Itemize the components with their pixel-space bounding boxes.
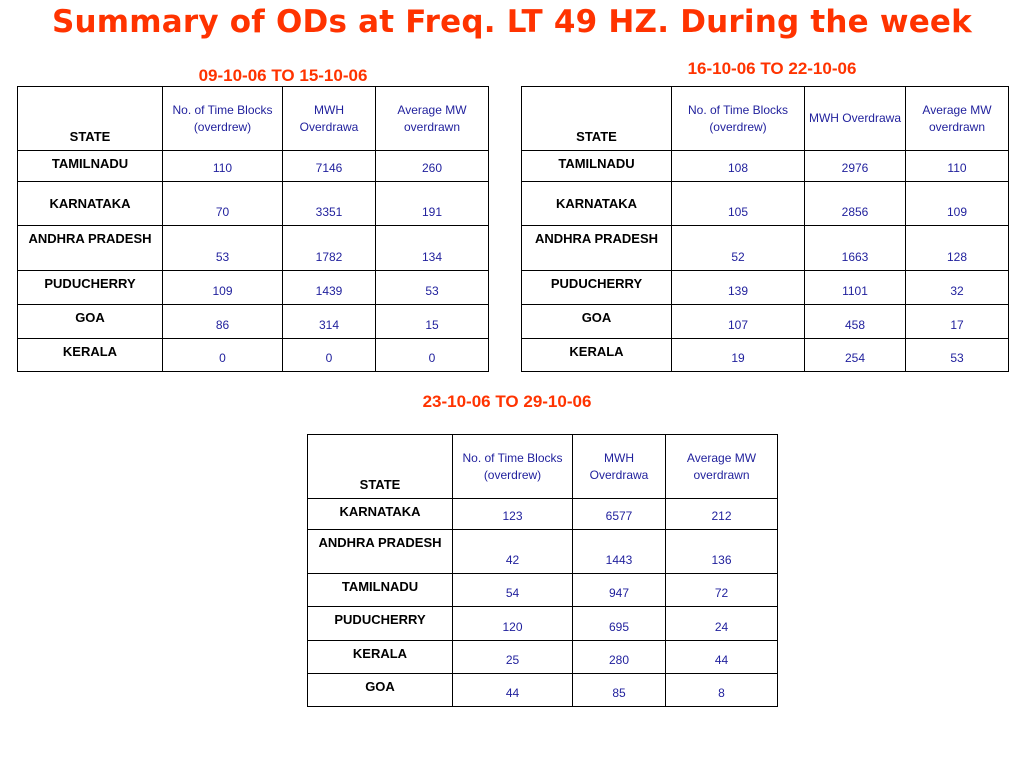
state-column-header: STATE xyxy=(18,87,163,151)
table2-header-row xyxy=(522,87,1009,151)
state-cell: GOA xyxy=(522,305,672,339)
state-cell: ANDHRA PRADESH xyxy=(308,530,453,574)
table-row xyxy=(18,182,489,226)
time-blocks-cell: 105 xyxy=(672,182,805,226)
table-row xyxy=(18,271,489,305)
time-blocks-cell: 0 xyxy=(163,339,283,372)
average-mw-cell: 191 xyxy=(376,182,489,226)
mwh-cell: 1439 xyxy=(283,271,376,305)
mwh-cell: 1443 xyxy=(573,530,666,574)
average-mw-cell: 8 xyxy=(666,674,778,707)
time-blocks-cell: 120 xyxy=(453,607,573,641)
state-cell: PUDUCHERRY xyxy=(522,271,672,305)
average-mw-cell: 136 xyxy=(666,530,778,574)
state-cell: TAMILNADU xyxy=(18,151,163,182)
average-mw-cell: 53 xyxy=(376,271,489,305)
time-blocks-cell: 25 xyxy=(453,641,573,674)
table1-header-row xyxy=(18,87,489,151)
mwh-cell: 314 xyxy=(283,305,376,339)
time-blocks-cell: 53 xyxy=(163,226,283,271)
time-blocks-cell: 109 xyxy=(163,271,283,305)
mwh-cell: 254 xyxy=(805,339,906,372)
average-mw-column-header: Average MW overdrawn xyxy=(666,435,778,499)
state-cell: ANDHRA PRADESH xyxy=(522,226,672,271)
mwh-column-header: MWH Overdrawa xyxy=(283,87,376,151)
mwh-cell: 458 xyxy=(805,305,906,339)
state-cell: KERALA xyxy=(18,339,163,372)
time-blocks-column-header: No. of Time Blocks (overdrew) xyxy=(453,435,573,499)
time-blocks-column-header: No. of Time Blocks (overdrew) xyxy=(672,87,805,151)
table1-period-label: 09-10-06 TO 15-10-06 xyxy=(198,66,368,85)
time-blocks-cell: 70 xyxy=(163,182,283,226)
average-mw-cell: 260 xyxy=(376,151,489,182)
mwh-cell: 6577 xyxy=(573,499,666,530)
time-blocks-cell: 54 xyxy=(453,574,573,607)
state-cell: KERALA xyxy=(308,641,453,674)
average-mw-cell: 44 xyxy=(666,641,778,674)
mwh-column-header: MWH Overdrawa xyxy=(805,87,906,151)
state-column-header: STATE xyxy=(308,435,453,499)
table1 xyxy=(17,86,489,372)
table3-period-label: 23-10-06 TO 29-10-06 xyxy=(422,392,592,411)
table-row xyxy=(522,182,1009,226)
average-mw-column-header: Average MW overdrawn xyxy=(376,87,489,151)
state-cell: KARNATAKA xyxy=(308,499,453,530)
time-blocks-cell: 42 xyxy=(453,530,573,574)
average-mw-cell: 110 xyxy=(906,151,1009,182)
mwh-cell: 2976 xyxy=(805,151,906,182)
average-mw-cell: 109 xyxy=(906,182,1009,226)
time-blocks-cell: 86 xyxy=(163,305,283,339)
table-row xyxy=(522,305,1009,339)
slide-title: Summary of ODs at Freq. LT 49 HZ. During the week xyxy=(52,4,972,40)
table-row xyxy=(308,674,778,707)
state-cell: TAMILNADU xyxy=(308,574,453,607)
state-cell: KERALA xyxy=(522,339,672,372)
table-row xyxy=(522,271,1009,305)
average-mw-cell: 134 xyxy=(376,226,489,271)
table-row xyxy=(308,499,778,530)
time-blocks-cell: 123 xyxy=(453,499,573,530)
table-row xyxy=(522,151,1009,182)
state-cell: GOA xyxy=(308,674,453,707)
table-row xyxy=(522,339,1009,372)
table-row xyxy=(308,607,778,641)
table-row xyxy=(308,530,778,574)
mwh-cell: 695 xyxy=(573,607,666,641)
table-row xyxy=(18,339,489,372)
mwh-cell: 280 xyxy=(573,641,666,674)
mwh-column-header: MWH Overdrawa xyxy=(573,435,666,499)
mwh-cell: 2856 xyxy=(805,182,906,226)
time-blocks-cell: 107 xyxy=(672,305,805,339)
table-row xyxy=(308,641,778,674)
state-column-header: STATE xyxy=(522,87,672,151)
average-mw-cell: 212 xyxy=(666,499,778,530)
state-cell: PUDUCHERRY xyxy=(18,271,163,305)
average-mw-cell: 0 xyxy=(376,339,489,372)
state-cell: PUDUCHERRY xyxy=(308,607,453,641)
time-blocks-cell: 19 xyxy=(672,339,805,372)
average-mw-cell: 128 xyxy=(906,226,1009,271)
average-mw-cell: 32 xyxy=(906,271,1009,305)
time-blocks-cell: 108 xyxy=(672,151,805,182)
average-mw-cell: 53 xyxy=(906,339,1009,372)
average-mw-cell: 72 xyxy=(666,574,778,607)
table-row xyxy=(522,226,1009,271)
mwh-cell: 85 xyxy=(573,674,666,707)
state-cell: TAMILNADU xyxy=(522,151,672,182)
table-row xyxy=(18,151,489,182)
mwh-cell: 1663 xyxy=(805,226,906,271)
state-cell: KARNATAKA xyxy=(18,182,163,226)
table-row xyxy=(18,305,489,339)
mwh-cell: 7146 xyxy=(283,151,376,182)
mwh-cell: 3351 xyxy=(283,182,376,226)
time-blocks-cell: 139 xyxy=(672,271,805,305)
mwh-cell: 0 xyxy=(283,339,376,372)
table3-header-row xyxy=(308,435,778,499)
table-row xyxy=(18,226,489,271)
average-mw-cell: 24 xyxy=(666,607,778,641)
time-blocks-column-header: No. of Time Blocks (overdrew) xyxy=(163,87,283,151)
average-mw-column-header: Average MW overdrawn xyxy=(906,87,1009,151)
table3 xyxy=(307,434,778,707)
table2 xyxy=(521,86,1009,372)
time-blocks-cell: 110 xyxy=(163,151,283,182)
table2-period-label: 16-10-06 TO 22-10-06 xyxy=(687,59,857,78)
table-row xyxy=(308,574,778,607)
mwh-cell: 1782 xyxy=(283,226,376,271)
time-blocks-cell: 44 xyxy=(453,674,573,707)
mwh-cell: 1101 xyxy=(805,271,906,305)
state-cell: ANDHRA PRADESH xyxy=(18,226,163,271)
average-mw-cell: 15 xyxy=(376,305,489,339)
state-cell: KARNATAKA xyxy=(522,182,672,226)
average-mw-cell: 17 xyxy=(906,305,1009,339)
mwh-cell: 947 xyxy=(573,574,666,607)
state-cell: GOA xyxy=(18,305,163,339)
time-blocks-cell: 52 xyxy=(672,226,805,271)
